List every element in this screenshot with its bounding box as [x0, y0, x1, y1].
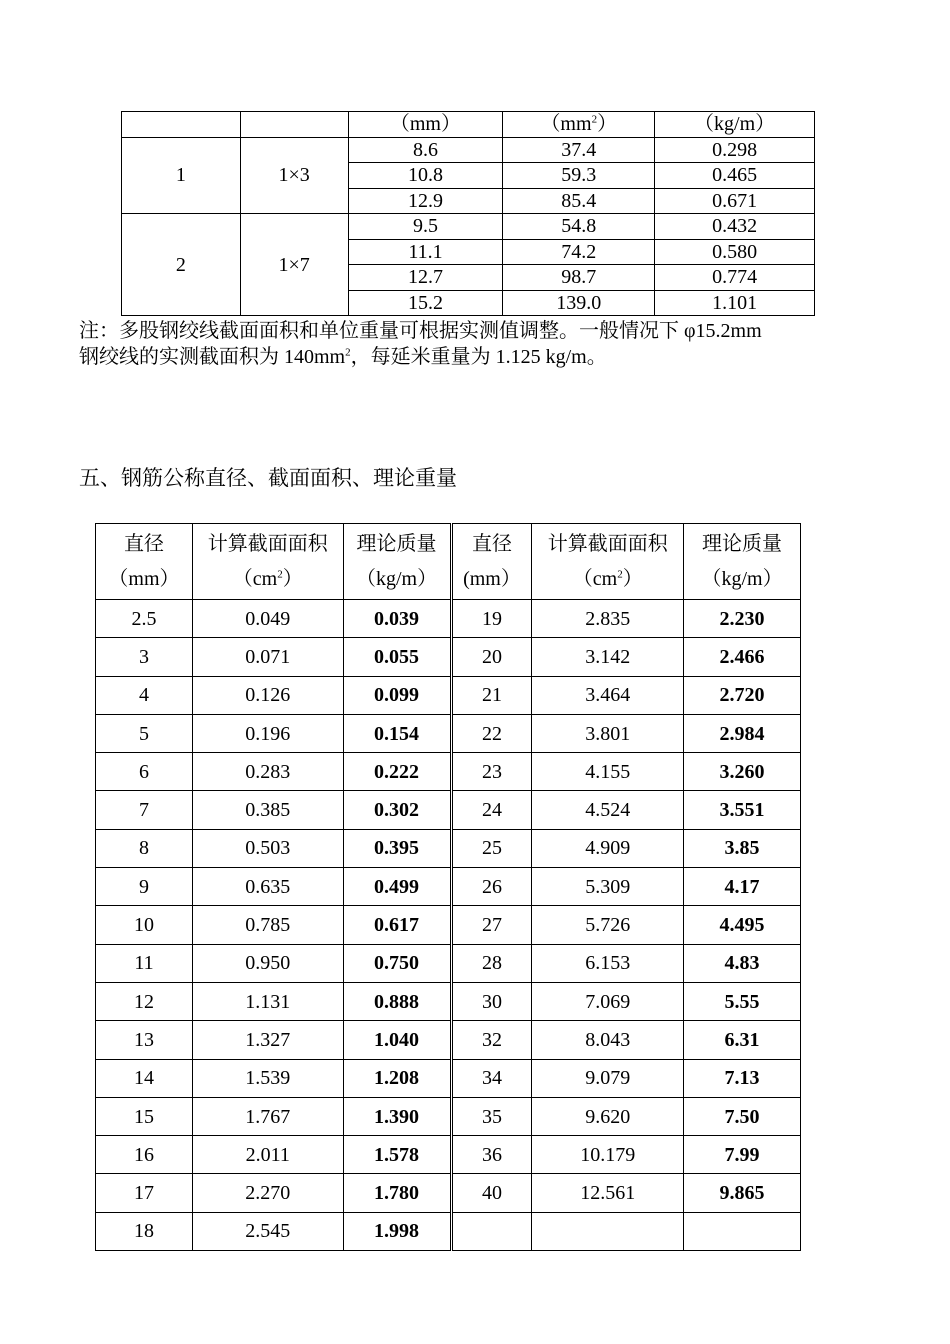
weight-header: 理论质量 （kg/m） — [343, 524, 451, 600]
area-cell: 2.545 — [192, 1212, 343, 1250]
weight-cell: 0.302 — [343, 791, 451, 829]
strand-table — [121, 111, 815, 316]
area-cell: 4.524 — [532, 791, 684, 829]
diameter-cell: 32 — [451, 1021, 532, 1059]
diameter-cell: 27 — [451, 906, 532, 944]
diameter-cell: 17 — [96, 1174, 193, 1212]
area-cell: 0.503 — [192, 829, 343, 867]
weight-cell: 7.99 — [684, 1136, 801, 1174]
weight-cell: 0.617 — [343, 906, 451, 944]
area-cell: 8.043 — [532, 1021, 684, 1059]
weight-cell: 2.466 — [684, 638, 801, 676]
area-cell: 4.155 — [532, 753, 684, 791]
unit-weight-cell: 1.101 — [655, 290, 815, 316]
table-row — [96, 791, 801, 829]
area-cell: 59.3 — [503, 163, 655, 189]
diameter-cell: 26 — [451, 868, 532, 906]
diameter-cell: 18 — [96, 1212, 193, 1250]
area-cell: 4.909 — [532, 829, 684, 867]
section-heading: 五、钢筋公称直径、截面面积、理论重量 — [79, 466, 457, 490]
diameter-cell: 20 — [451, 638, 532, 676]
weight-cell: 0.888 — [343, 982, 451, 1020]
weight-cell: 0.499 — [343, 868, 451, 906]
area-cell: 0.785 — [192, 906, 343, 944]
diameter-header: 直径 (mm） — [451, 524, 532, 600]
table-row — [122, 112, 815, 138]
weight-cell: 1.390 — [343, 1097, 451, 1135]
weight-cell: 7.13 — [684, 1059, 801, 1097]
weight-cell: 5.55 — [684, 982, 801, 1020]
area-cell: 1.767 — [192, 1097, 343, 1135]
weight-cell — [684, 1212, 801, 1250]
area-cell: 10.179 — [532, 1136, 684, 1174]
area-cell: 9.620 — [532, 1097, 684, 1135]
strand-spec-cell: 1×3 — [240, 137, 348, 214]
weight-cell: 1.578 — [343, 1136, 451, 1174]
diameter-cell: 10.8 — [348, 163, 503, 189]
weight-cell: 3.85 — [684, 829, 801, 867]
weight-cell: 0.055 — [343, 638, 451, 676]
table-row — [96, 753, 801, 791]
weight-cell: 6.31 — [684, 1021, 801, 1059]
note-line-2: 钢绞线的实测截面积为 $140mm^2$，每延米重量为 1.125 kg/m。 — [79, 346, 607, 368]
area-header: 计算截面面积 $(cm^2)$ — [192, 524, 343, 600]
group-number-cell: 1 — [122, 137, 241, 214]
diameter-cell: 16 — [96, 1136, 193, 1174]
area-cell: 0.196 — [192, 714, 343, 752]
diameter-cell: 35 — [451, 1097, 532, 1135]
table-row — [96, 1059, 801, 1097]
area-cell: 0.635 — [192, 868, 343, 906]
weight-cell: 4.495 — [684, 906, 801, 944]
area-cell: 0.126 — [192, 676, 343, 714]
table-row — [96, 1097, 801, 1135]
unit-weight-cell: 0.580 — [655, 239, 815, 265]
area-cell: 5.309 — [532, 868, 684, 906]
diameter-cell: 2.5 — [96, 600, 193, 638]
header-row — [96, 524, 801, 600]
diameter-cell: 9.5 — [348, 214, 503, 240]
unit-weight-cell: 0.671 — [655, 188, 815, 214]
diameter-cell: 15 — [96, 1097, 193, 1135]
area-cell: 0.049 — [192, 600, 343, 638]
weight-cell: 1.998 — [343, 1212, 451, 1250]
diameter-cell: 22 — [451, 714, 532, 752]
diameter-cell: 19 — [451, 600, 532, 638]
diameter-cell: 12.9 — [348, 188, 503, 214]
unit-cell: $(mm^2)$ — [503, 112, 655, 138]
unit-cell — [240, 112, 348, 138]
diameter-cell: 21 — [451, 676, 532, 714]
table-row — [96, 1136, 801, 1174]
table-row — [96, 714, 801, 752]
area-cell: 7.069 — [532, 982, 684, 1020]
diameter-cell: 25 — [451, 829, 532, 867]
unit-weight-cell: 0.774 — [655, 265, 815, 291]
area-cell: 9.079 — [532, 1059, 684, 1097]
diameter-cell: 7 — [96, 791, 193, 829]
area-cell: 2.011 — [192, 1136, 343, 1174]
table-row — [96, 1021, 801, 1059]
area-cell — [532, 1212, 684, 1250]
diameter-cell: 36 — [451, 1136, 532, 1174]
diameter-cell: 13 — [96, 1021, 193, 1059]
weight-cell: 0.039 — [343, 600, 451, 638]
rebar-table — [95, 523, 801, 1251]
diameter-cell: 9 — [96, 868, 193, 906]
area-cell: 0.385 — [192, 791, 343, 829]
weight-cell: 4.17 — [684, 868, 801, 906]
weight-cell: 7.50 — [684, 1097, 801, 1135]
diameter-cell: 23 — [451, 753, 532, 791]
diameter-cell: 40 — [451, 1174, 532, 1212]
diameter-cell: 3 — [96, 638, 193, 676]
unit-cell: （mm） — [348, 112, 503, 138]
weight-cell: 1.208 — [343, 1059, 451, 1097]
diameter-cell: 10 — [96, 906, 193, 944]
area-header: 计算截面面积 $(cm^2)$ — [532, 524, 684, 600]
diameter-cell: 14 — [96, 1059, 193, 1097]
weight-header: 理论质量 （kg/m） — [684, 524, 801, 600]
area-cell: 37.4 — [503, 137, 655, 163]
weight-cell: 2.230 — [684, 600, 801, 638]
table-row — [122, 137, 815, 163]
unit-weight-cell: 0.432 — [655, 214, 815, 240]
unit-cell — [122, 112, 241, 138]
area-cell: 12.561 — [532, 1174, 684, 1212]
area-cell: 0.071 — [192, 638, 343, 676]
area-cell: 5.726 — [532, 906, 684, 944]
weight-cell: 2.984 — [684, 714, 801, 752]
weight-cell: 1.040 — [343, 1021, 451, 1059]
diameter-cell: 11 — [96, 944, 193, 982]
area-cell: 3.801 — [532, 714, 684, 752]
diameter-cell: 12 — [96, 982, 193, 1020]
table-row — [96, 600, 801, 638]
weight-cell: 1.780 — [343, 1174, 451, 1212]
weight-cell: 2.720 — [684, 676, 801, 714]
diameter-cell: 24 — [451, 791, 532, 829]
area-cell: 139.0 — [503, 290, 655, 316]
area-cell: 1.327 — [192, 1021, 343, 1059]
group-number-cell: 2 — [122, 214, 241, 316]
table-row — [96, 1174, 801, 1212]
weight-cell: 3.551 — [684, 791, 801, 829]
table-row — [96, 982, 801, 1020]
unit-weight-cell: 0.298 — [655, 137, 815, 163]
weight-cell: 3.260 — [684, 753, 801, 791]
diameter-cell: 8.6 — [348, 137, 503, 163]
diameter-cell — [451, 1212, 532, 1250]
diameter-cell: 34 — [451, 1059, 532, 1097]
table-row — [96, 868, 801, 906]
unit-cell: （kg/m） — [655, 112, 815, 138]
diameter-cell: 6 — [96, 753, 193, 791]
diameter-header: 直径 （mm） — [96, 524, 193, 600]
area-cell: 0.283 — [192, 753, 343, 791]
table-row — [96, 829, 801, 867]
unit-weight-cell: 0.465 — [655, 163, 815, 189]
weight-cell: 9.865 — [684, 1174, 801, 1212]
area-cell: 2.835 — [532, 600, 684, 638]
area-cell: 98.7 — [503, 265, 655, 291]
area-cell: 54.8 — [503, 214, 655, 240]
area-cell: 2.270 — [192, 1174, 343, 1212]
table-row — [96, 944, 801, 982]
weight-cell: 0.154 — [343, 714, 451, 752]
area-cell: 6.153 — [532, 944, 684, 982]
area-cell: 1.539 — [192, 1059, 343, 1097]
table-row — [96, 638, 801, 676]
diameter-cell: 4 — [96, 676, 193, 714]
diameter-cell: 30 — [451, 982, 532, 1020]
note-line-1: 注：多股钢绞线截面面积和单位重量可根据实测值调整。一般情况下 φ15.2mm — [79, 320, 762, 342]
area-cell: 74.2 — [503, 239, 655, 265]
area-cell: 3.464 — [532, 676, 684, 714]
weight-cell: 0.099 — [343, 676, 451, 714]
strand-note — [79, 318, 879, 370]
table-row — [96, 906, 801, 944]
weight-cell: 4.83 — [684, 944, 801, 982]
diameter-cell: 11.1 — [348, 239, 503, 265]
weight-cell: 0.395 — [343, 829, 451, 867]
table-row — [96, 1212, 801, 1250]
area-cell: 85.4 — [503, 188, 655, 214]
weight-cell: 0.222 — [343, 753, 451, 791]
area-cell: 3.142 — [532, 638, 684, 676]
table-row — [96, 676, 801, 714]
diameter-cell: 15.2 — [348, 290, 503, 316]
area-cell: 1.131 — [192, 982, 343, 1020]
area-cell: 0.950 — [192, 944, 343, 982]
diameter-cell: 5 — [96, 714, 193, 752]
diameter-cell: 12.7 — [348, 265, 503, 291]
table-row — [122, 214, 815, 240]
diameter-cell: 28 — [451, 944, 532, 982]
weight-cell: 0.750 — [343, 944, 451, 982]
strand-spec-cell: 1×7 — [240, 214, 348, 316]
diameter-cell: 8 — [96, 829, 193, 867]
